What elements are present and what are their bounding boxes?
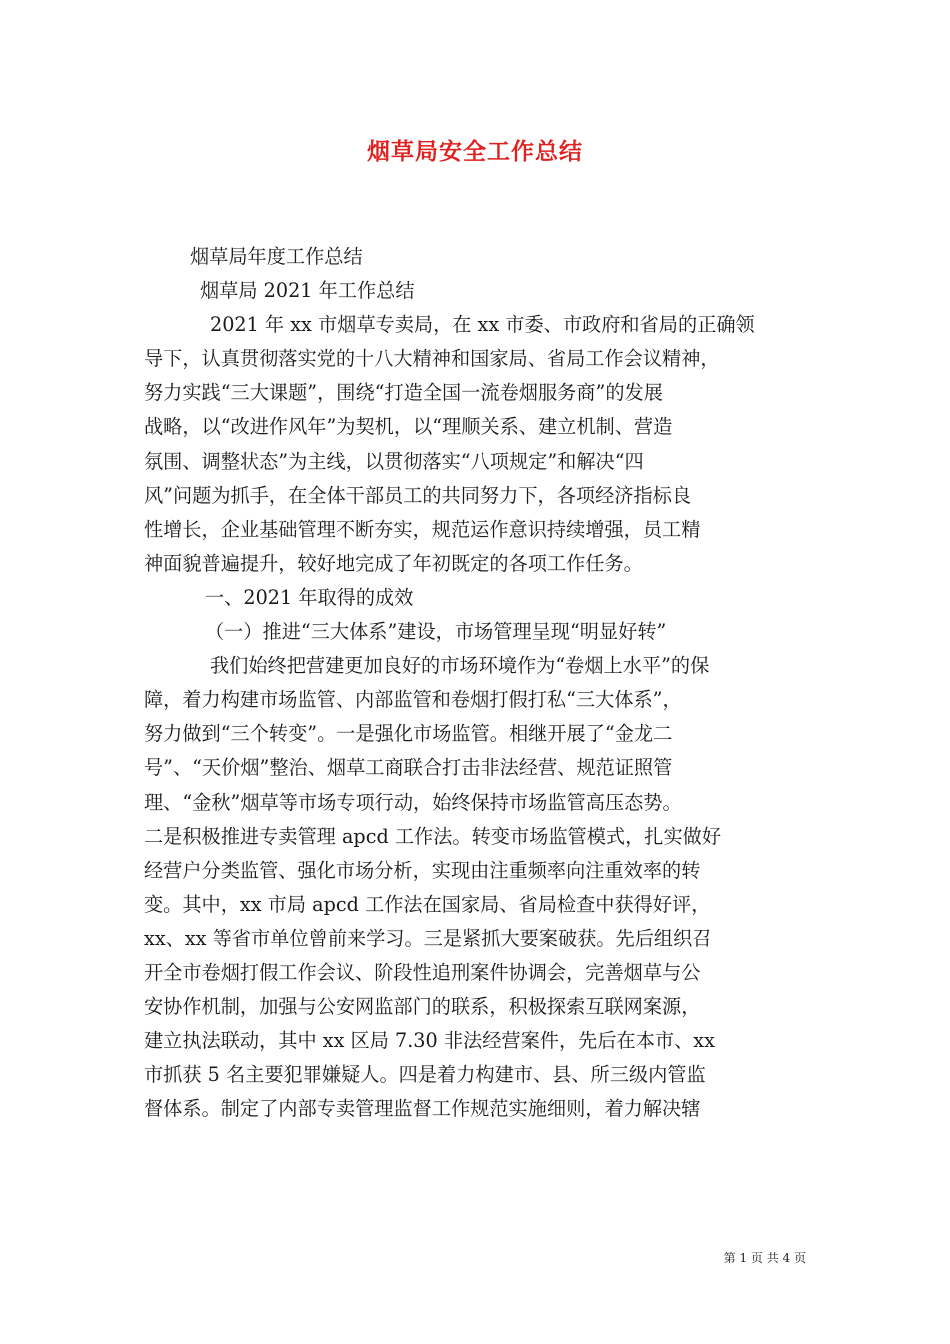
body-line: xx、xx 等省市单位曾前来学习。三是紧抓大要案破获。先后组织召 <box>144 926 712 950</box>
body-line: 氛围、调整状态”为主线，以贯彻落实“八项规定”和解决“四 <box>144 449 644 473</box>
body-line: 经营户分类监管、强化市场分析，实现由注重频率向注重效率的转 <box>144 858 701 882</box>
subsection-heading: （一）推进“三大体系”建设，市场管理呈现“明显好转” <box>205 620 667 644</box>
body-line: 理、“金秋”烟草等市场专项行动，始终保持市场监管高压态势。 <box>144 790 682 814</box>
body-line: 性增长，企业基础管理不断夯实，规范运作意识持续增强，员工精 <box>144 517 701 541</box>
body-line: 安协作机制，加强与公安网监部门的联系，积极探索互联网案源， <box>144 995 701 1019</box>
body-line: 努力做到“三个转变”。一是强化市场监管。相继开展了“金龙二 <box>144 722 673 746</box>
body-line: 障，着力构建市场监管、内部监管和卷烟打假打私“三大体系”， <box>144 688 682 712</box>
body-line: 号”、“天价烟”整治、烟草工商联合打击非法经营、规范证照管 <box>144 756 673 780</box>
body-line: 开全市卷烟打假工作会议、阶段性追刑案件协调会，完善烟草与公 <box>144 960 701 984</box>
section-heading: 一、2021 年取得的成效 <box>205 585 414 609</box>
body-line: 我们始终把营建更加良好的市场环境作为“卷烟上水平”的保 <box>210 654 710 678</box>
body-line: 风”问题为抓手，在全体干部员工的共同努力下，各项经济指标良 <box>144 483 692 507</box>
body-line: 神面貌普遍提升，较好地完成了年初既定的各项工作任务。 <box>144 551 643 575</box>
body-line: 建立执法联动，其中 xx 区局 7.30 非法经营案件，先后在本市、xx <box>144 1029 715 1053</box>
body-line: 市抓获 5 名主要犯罪嫌疑人。四是着力构建市、县、所三级内管监 <box>144 1063 706 1087</box>
document-title: 烟草局安全工作总结 <box>367 138 583 165</box>
body-line: 导下，认真贯彻落实党的十八大精神和国家局、省局工作会议精神， <box>144 347 720 371</box>
body-line: 烟草局 2021 年工作总结 <box>200 279 415 303</box>
body-line: 烟草局年度工作总结 <box>190 245 363 268</box>
body-line: 战略，以“改进作风年”为契机，以“理顺关系、建立机制、营造 <box>144 415 673 439</box>
body-line: 二是积极推进专卖管理 apcd 工作法。转变市场监管模式，扎实做好 <box>144 824 722 848</box>
body-line: 变。其中，xx 市局 apcd 工作法在国家局、省局检查中获得好评， <box>144 892 711 916</box>
document-body <box>144 240 812 1126</box>
body-line: 努力实践“三大课题”，围绕“打造全国一流卷烟服务商”的发展 <box>144 381 663 405</box>
body-line: 2021 年 xx 市烟草专卖局，在 xx 市委、市政府和省局的正确领 <box>210 313 755 337</box>
page-number: 第 1 页 共 4 页 <box>723 1251 806 1265</box>
body-line: 督体系。制定了内部专卖管理监督工作规范实施细则，着力解决辖 <box>144 1097 701 1121</box>
